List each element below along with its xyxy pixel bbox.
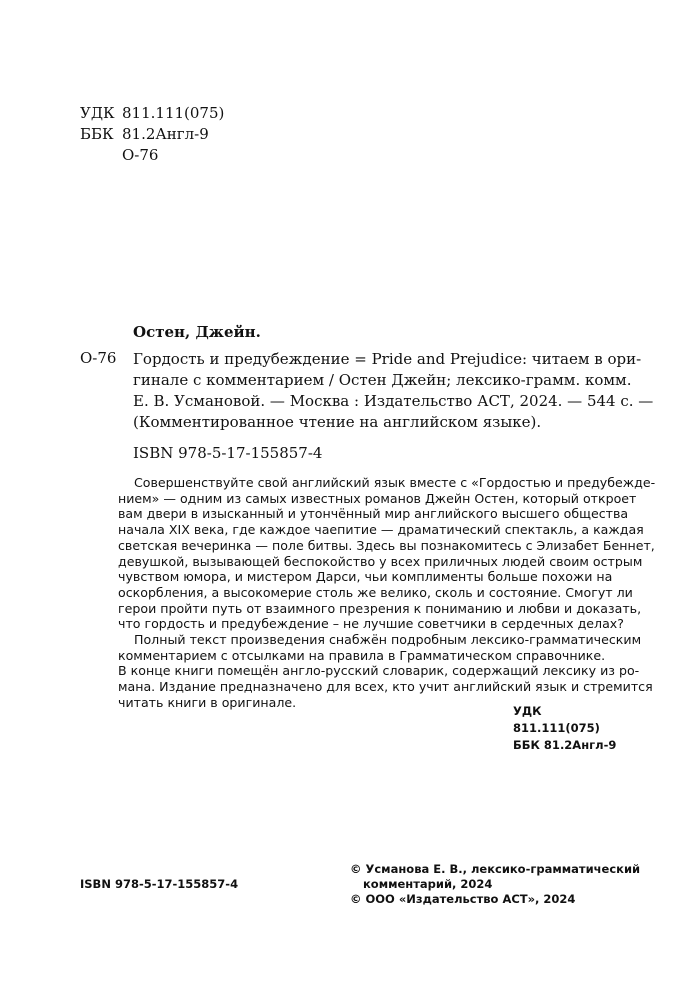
copyright-line: комментарий, 2024 — [363, 877, 493, 891]
entry-cutter-code: О-76 — [80, 349, 117, 367]
bib-line: гинале с комментарием / Остен Джейн; лексико-грамм. комм. — [133, 371, 632, 389]
udk-row — [80, 103, 224, 124]
annotation-line: оскорбления, а высокомерие столь же велико, сколь и состояние. Смогут ли — [118, 584, 633, 600]
annotation-line: Полный текст произведения снабжён подробным лексико-грамматическим — [134, 632, 642, 648]
bib-line: Е. В. Усмановой. — Москва : Издательство АСТ, 2024. — 544 с. — — [133, 392, 654, 410]
annotation-line: светская вечеринка — поле битвы. Здесь вы познакомитесь с Элизабет Беннет, — [118, 537, 655, 553]
copyright-block — [350, 862, 640, 907]
bib-line: Гордость и предубеждение = Pride and Prejudice: читаем в ори- — [133, 350, 642, 368]
annotation-line: вам двери в изысканный и утончённый мир английского высшего общества — [118, 506, 629, 522]
annotation — [118, 475, 656, 711]
bbk-label: ББК — [80, 125, 114, 143]
annotation-line: В конце книги помещён англо-русский словарик, содержащий лексику из ро- — [118, 663, 640, 679]
bbk-value: ББК 81.2Англ-9 — [513, 738, 617, 752]
copyright-line: © ООО «Издательство АСТ», 2024 — [350, 892, 576, 906]
copyright-line: © Усманова Е. В., лексико-грамматический — [350, 862, 641, 876]
udk-label: УДК — [80, 104, 115, 122]
classification-block — [80, 103, 224, 166]
bibliographic-description — [133, 349, 654, 433]
udk-value: 811.111(075) — [122, 104, 225, 122]
udk-value: 811.111(075) — [513, 721, 600, 735]
annotation-line: чувством юмора, и мистером Дарси, чьи комплименты больше похожи на — [118, 569, 613, 585]
annotation-line: читать книги в оригинале. — [118, 694, 297, 710]
annotation-line: комментарием с отсылками на правила в Грамматическом справочнике. — [118, 647, 606, 663]
annotation-line: начала XIX века, где каждое чаепитие — драматический спектакль, а каждая — [118, 522, 644, 538]
cutter-code: О-76 — [122, 146, 159, 164]
udk-label: УДК — [513, 704, 542, 718]
annotation-line: мана. Издание предназначено для всех, кто учит английский язык и стремится — [118, 679, 653, 695]
classification-block-bottom — [513, 703, 616, 754]
isbn: ISBN 978-5-17-155857-4 — [133, 444, 323, 462]
annotation-line: нием» — одним из самых известных романов Джейн Остен, который откроет — [118, 490, 637, 506]
author-heading: Остен, Джейн. — [133, 323, 261, 341]
isbn-bottom: ISBN 978-5-17-155857-4 — [80, 877, 239, 891]
annotation-line: что гордость и предубеждение – не лучшие советчики в сердечных делах? — [118, 616, 624, 632]
bbk-row — [80, 124, 224, 145]
bib-line: (Комментированное чтение на английском языке). — [133, 413, 542, 431]
annotation-line: Совершенствуйте свой английский язык вместе с «Гордостью и предубежде- — [134, 475, 656, 490]
annotation-line: герои пройти путь от взаимного презрения к пониманию и любви и доказать, — [118, 600, 642, 616]
annotation-line: девушкой, вызывающей беспокойство у всех приличных людей своим острым — [118, 553, 643, 569]
bbk-value: 81.2Англ-9 — [122, 125, 209, 143]
cutter-row — [80, 145, 224, 166]
